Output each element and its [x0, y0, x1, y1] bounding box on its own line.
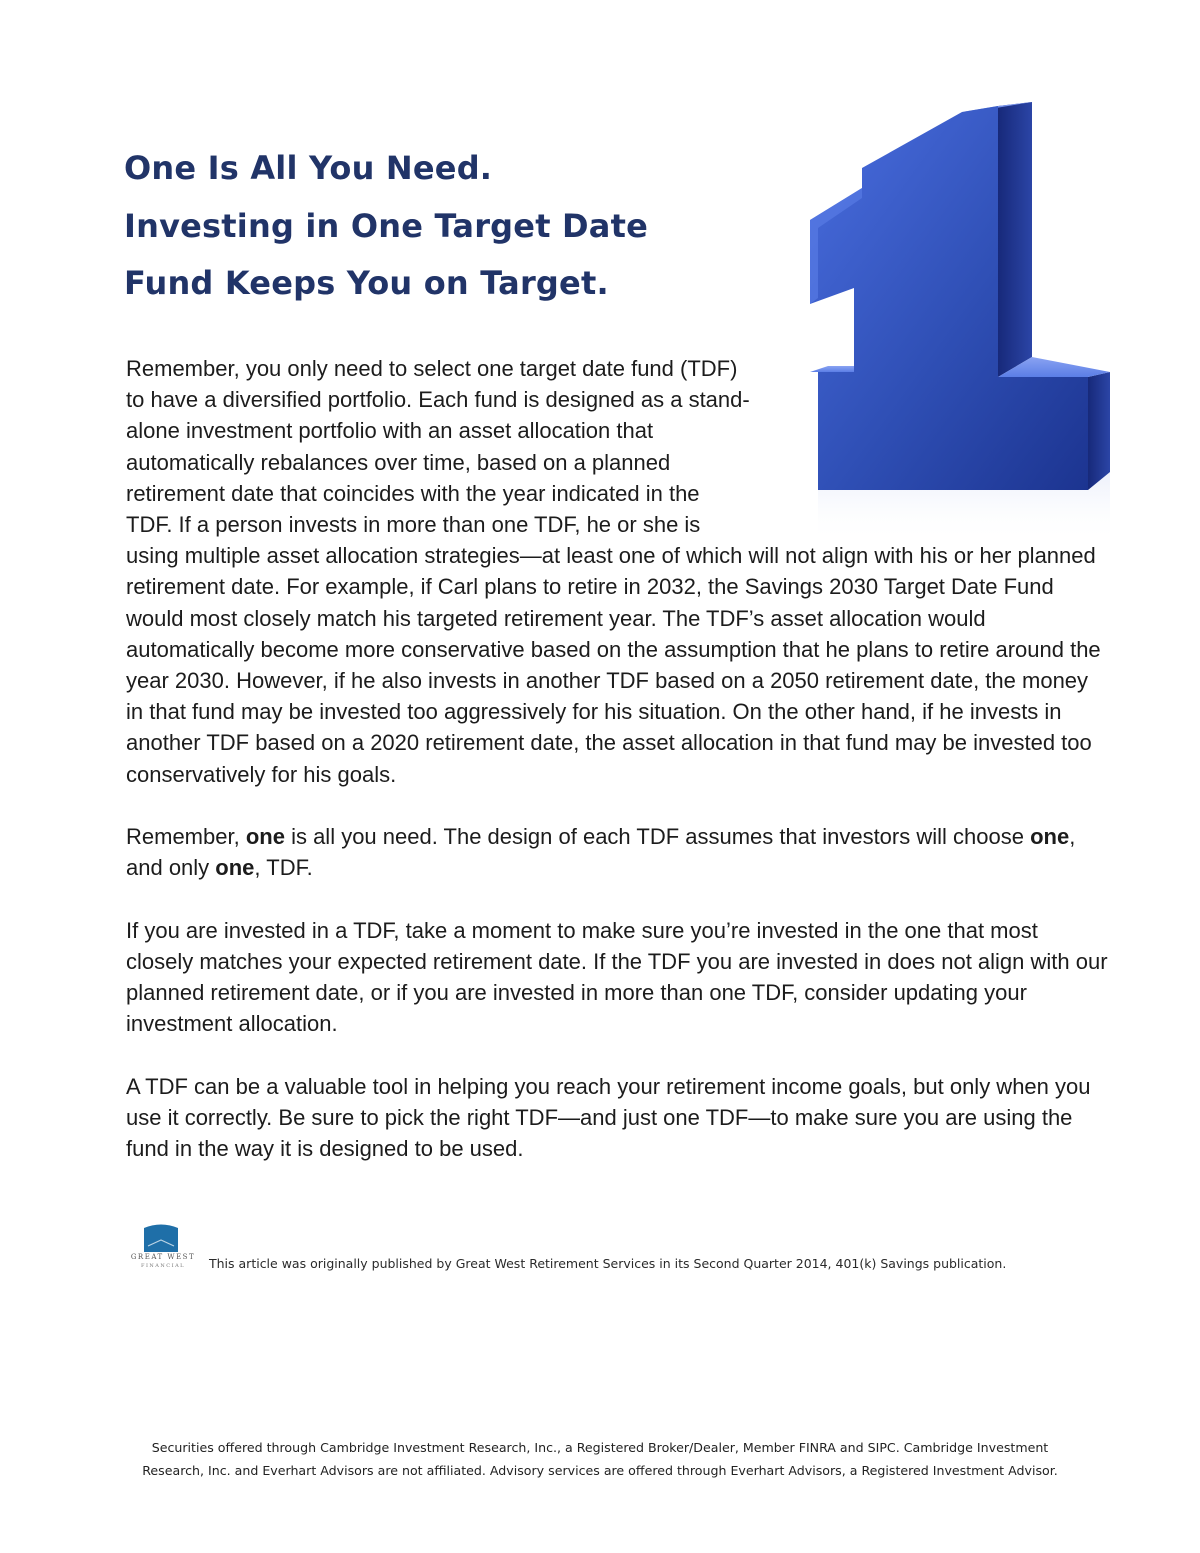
p2-text-2: is all you need. The design of each TDF assumes that investors will choose — [284, 824, 1031, 850]
headline — [124, 140, 764, 313]
p2-bold-1: one — [245, 824, 285, 850]
footer-line-1: Securities offered through Cambridge Investment Research, Inc., a Registered Broker/Dealer, Member FINRA and SIPC. Cambridge Investment — [151, 1440, 1049, 1455]
paragraph-4: A TDF can be a valuable tool in helping you reach your retirement income goals, but only when you use it correctly. Be sure to pick the right TDF—and just one TDF—to make sure you are using the fund in the way it is designed to be used. — [126, 1073, 1091, 1162]
great-west-mark-icon — [142, 1222, 180, 1252]
source-attribution — [128, 1222, 1128, 1282]
paragraph-3: If you are invested in a TDF, take a moment to make sure you’re invested in the one that most closely matches your expected retirement date. If the TDF you are invested in does not align with our planned retirement date, or if you are invested in more than one TDF, consider updating your investment allocation. — [126, 917, 1108, 1037]
paragraph-1: Remember, you only need to select one target date fund (TDF) to have a diversified portfolio. Each fund is designed as a stand-alone investment portfolio with an asset allocation that automatically rebalances over time, based on a planned retirement date that coincides with the year indicated in the TDF. If a person invests in more than one TDF, he or she is using multiple asset allocation strategies—at least one of which will not align with his or her planned retirement date. For example, if Carl plans to retire in 2032, the Savings 2030 Target Date Fund would most closely match his targeted retirement year. The TDF’s asset allocation would automatically become more conservative based on the assumption that he plans to retire around the year 2030. However, if he also invests in another TDF based on a 2050 retirement date, the money in that fund may be invested too aggressively for his situation. On the other hand, if he invests in another TDF based on a 2020 retirement date, the asset allocation in that fund may be invested too conservatively for his goals. — [126, 356, 1101, 787]
p2-text-1: Remember, — [126, 824, 246, 850]
great-west-logo — [128, 1222, 198, 1278]
headline-line-1: One Is All You Need. — [124, 149, 493, 187]
source-note: This article was originally published by Great West Retirement Services in its Second Quarter 2014, 401(k) Savings publication. — [209, 1256, 1007, 1271]
p2-bold-3: one — [215, 855, 255, 881]
graphic-spacer — [750, 353, 1110, 533]
logo-name: GREAT WEST — [130, 1253, 196, 1261]
logo-sub: FINANCIAL — [140, 1263, 186, 1269]
paragraph-2 — [126, 821, 1110, 883]
p2-text-3: , and only — [126, 824, 1076, 881]
footer-line-2: Research, Inc. and Everhart Advisors are not affiliated. Advisory services are offered through Everhart Advisors, a Registered Investment Advisor. — [142, 1462, 1058, 1478]
headline-line-2: Investing in One Target Date — [124, 206, 648, 245]
p2-bold-2: one — [1030, 824, 1070, 850]
disclosure-footer — [120, 1437, 1080, 1482]
headline-line-3: Fund Keeps You on Target. — [124, 264, 609, 302]
article-body — [126, 353, 1110, 1164]
p2-text-4: , TDF. — [254, 855, 313, 881]
